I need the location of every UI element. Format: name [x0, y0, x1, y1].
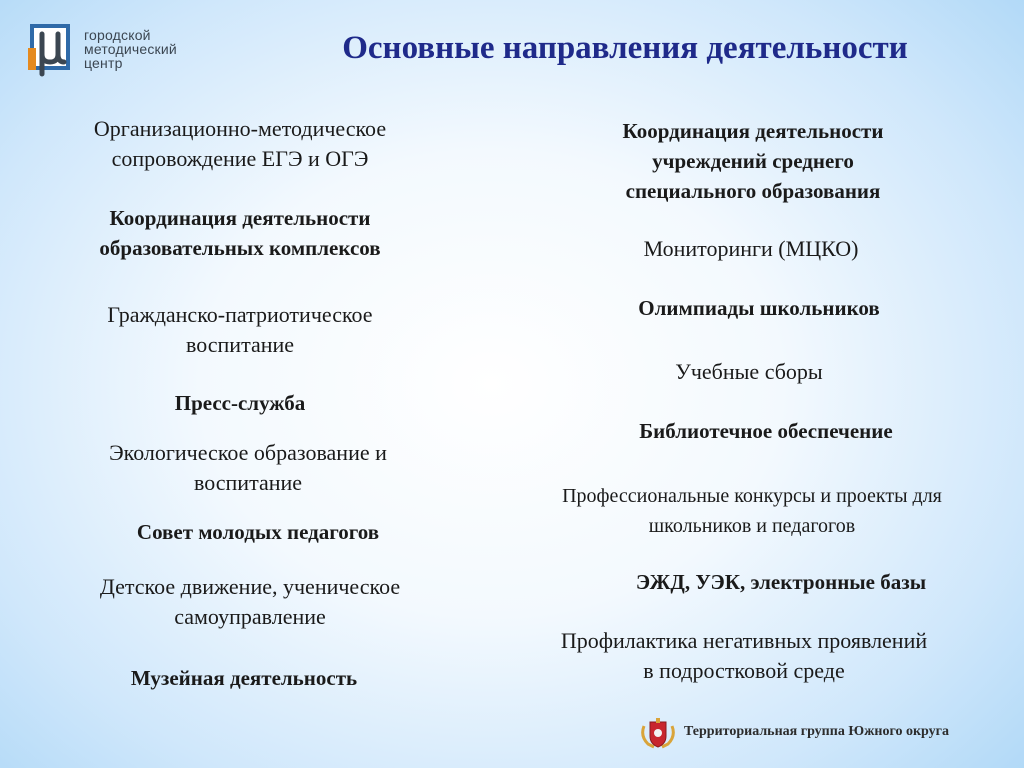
left-item-children-movement	[50, 572, 450, 632]
item-line: в подростковой среде	[643, 658, 845, 683]
item-line: воспитание	[185, 332, 295, 357]
left-item-ecology	[48, 438, 448, 498]
logo	[28, 20, 218, 80]
item-line: Координация деятельности	[622, 119, 884, 143]
right-item-olympiads: Олимпиады школьников	[638, 296, 880, 320]
item-line: Профессиональные конкурсы и проекты для	[562, 485, 942, 507]
logo-line: городской	[84, 27, 151, 43]
left-item-museum: Музейная деятельность	[130, 666, 358, 690]
right-item-prevention	[504, 626, 984, 686]
right-item-electronic-bases: ЭЖД, УЭК, электронные базы	[635, 570, 927, 594]
left-item-young-teachers: Совет молодых педагогов	[136, 520, 380, 544]
item-line: воспитание	[193, 470, 303, 495]
coat-of-arms-icon	[640, 716, 676, 750]
item-line: школьников и педагогов	[648, 515, 856, 537]
mu-logo-icon	[28, 20, 78, 80]
item-line: учреждений среднего	[652, 149, 854, 173]
left-item-complexes	[40, 203, 440, 263]
item-line: Организационно-методическое	[93, 116, 387, 141]
item-line: Координация деятельности	[109, 206, 371, 230]
item-line: Экологическое образование и	[109, 440, 387, 465]
right-item-contests	[482, 481, 1022, 541]
page-title: Основные направления деятельности	[342, 30, 908, 66]
right-item-library: Библиотечное обеспечение	[639, 419, 893, 443]
left-item-patriotic	[40, 300, 440, 360]
right-item-monitoring: Мониторинги (МЦКО)	[643, 236, 859, 261]
item-line: специального образования	[625, 179, 881, 203]
item-line: Профилактика негативных проявлений	[560, 628, 928, 653]
footer-text: Территориальная группа Южного округа	[684, 724, 950, 739]
right-item-training-camps: Учебные сборы	[675, 359, 823, 384]
logo-line: методический	[84, 41, 177, 57]
item-line: Детское движение, ученическое	[99, 574, 401, 599]
item-line: сопровождение ЕГЭ и ОГЭ	[111, 146, 369, 171]
left-item-ege	[40, 114, 440, 174]
logo-line: центр	[84, 55, 123, 71]
item-line: самоуправление	[174, 604, 326, 629]
left-item-press: Пресс-служба	[174, 391, 306, 415]
logo-wordmark	[84, 28, 177, 70]
item-line: образовательных комплексов	[99, 236, 381, 260]
item-line: Гражданско-патриотическое	[107, 302, 373, 327]
right-item-college-coordination	[553, 116, 953, 206]
